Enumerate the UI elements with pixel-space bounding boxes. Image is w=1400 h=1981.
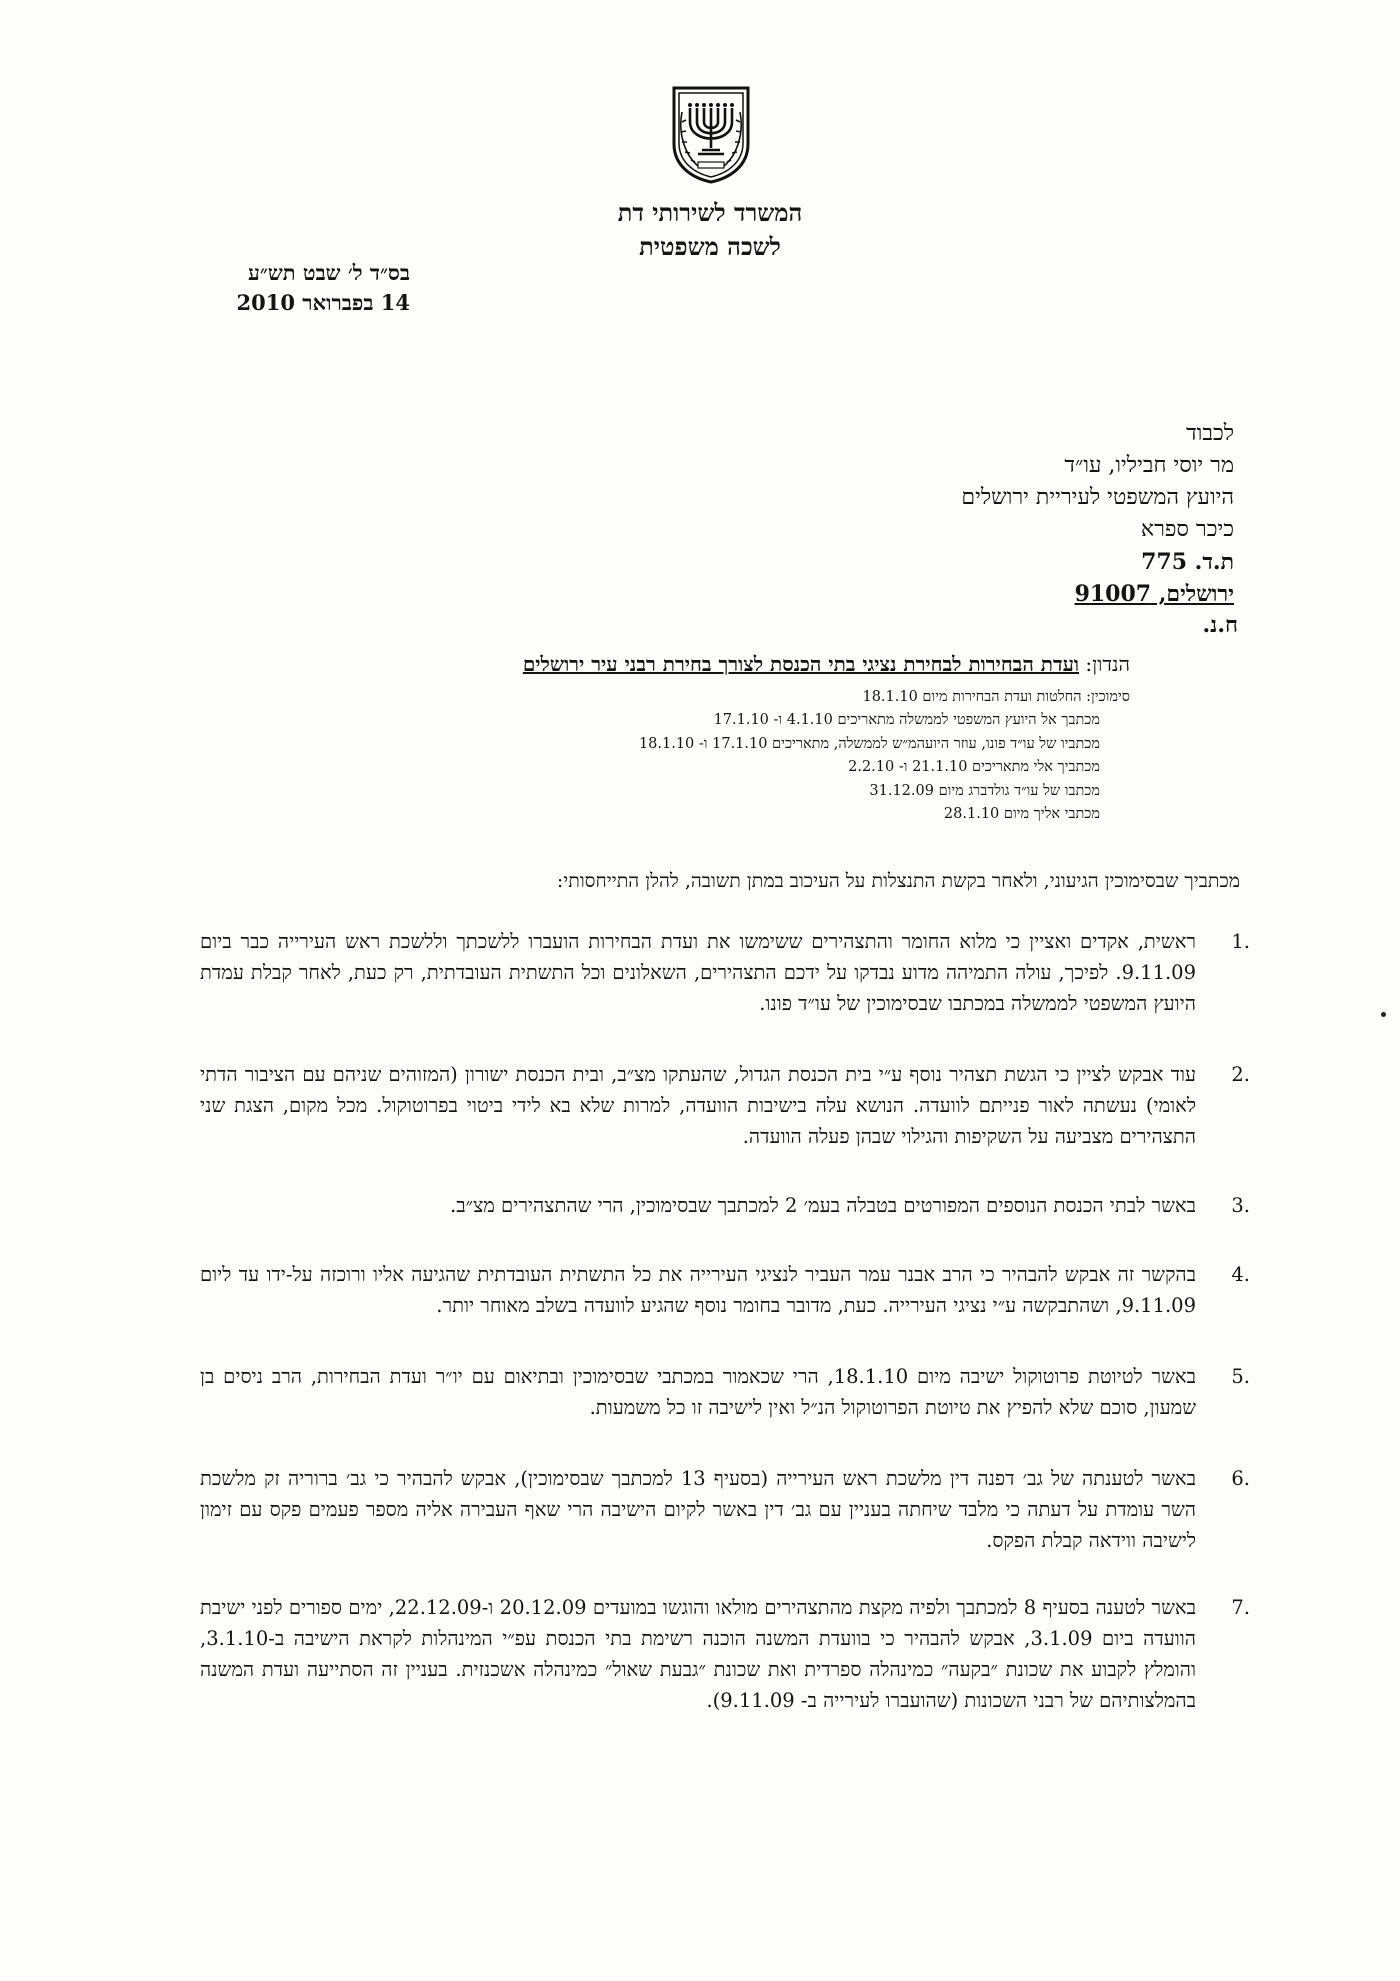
item-text: ראשית, אקדים ואציין כי מלוא החומר והתצהירים ששימשו את ועדת הבחירות הועברו ללשכתך וללשכת ראש העירייה כבר ביום 9.11.09. לפיכך, עולה התמיהה מדוע נבדקו על ידכם התצהירים, השאלונים וכל התשתית העובדתית, רק כעת, לאחר קבלת עמדת היועץ המשפטי לממשלה במכתבו שבסימוכין של עו״ד פונו. <box>200 930 1196 1015</box>
ministry-name: המשרד לשירותי דת <box>617 198 803 227</box>
item-number: .1 <box>1231 930 1250 953</box>
item-number: .6 <box>1231 1467 1250 1490</box>
scan-speck <box>1381 1012 1386 1017</box>
subject-label: הנדון: <box>1085 652 1130 676</box>
reference-item: מכתבך אל היועץ המשפטי לממשלה מתאריכים 4.1.10 ו- 17.1.10 <box>713 712 1100 729</box>
state-emblem-icon <box>668 82 754 184</box>
item-text: עוד אבקש לציין כי הגשת תצהיר נוסף ע״י בית הכנסת הגדול, שהעתקו מצ״ב, ובית הכנסת ישורון (המזוהים שניהם עם הציבור הדתי לאומי) נעשתה לאור פנייתם לוועדה. הנושא עלה בישיבות הוועדה, למרות שלא בא לידי ביטוי בפרוטוקול. מכל מקום, הצגת שני התצהירים מצביעה על השקיפות והגילוי שבהן פעלה הוועדה. <box>200 1063 1196 1148</box>
item-text: בהקשר זה אבקש להבהיר כי הרב אבנר עמר העביר לנציגי העירייה את כל התשתית העובדתית שהגיעה אליו ורוכזה על-ידו עד ליום 9.11.09, ושהתבקשה ע״י נציגי העירייה. כעת, מדובר בחומר נוסף שהגיע לוועדה בשלב מאוחר יותר. <box>200 1263 1196 1317</box>
item-text: באשר לטענה בסעיף 8 למכתבך ולפיה מקצת מהתצהירים מולאו והוגשו במועדים 20.12.09 ו-22.12.09, ימים ספורים לפני ישיבת הוועדה ביום 3.1.09, אבקש להבהיר כי בוועדת המשנה הוכנה רשימת בתי הכנסת עפ״י המינהלות לקראת הישיבה ב-3.1.10, והומלץ לקבוע את שכונת ״בקעה״ כמינהלה ספרדית ואת שכונת ״גבעת שאול״ כמינהלה אשכנזית. בעניין זה הסתייעה ועדת המשנה בהמלצותיהם של רבני השכונות (שהועברו לעירייה ב- 9.11.09). <box>200 1596 1197 1712</box>
greeting: ח.נ. <box>1202 612 1238 638</box>
reference-item: מכתביו של עו״ד פונו, עוזר היועהמ״ש לממשלה, מתאריכים 17.1.10 ו- 18.1.10 <box>638 735 1100 752</box>
item-number: .5 <box>1231 1365 1250 1388</box>
list-item <box>200 1059 1250 1152</box>
list-item <box>200 1463 1250 1556</box>
item-text: באשר לטיוטת פרוטוקול ישיבה מיום 18.1.10, הרי שכאמור במכתבי שבסימוכין ובתיאום עם יו״ר ועדת הבחירות, הרב ניסים בן שמעון, סוכם שלא להפיץ את טיוטת הפרוטוקול הנ״ל ואין לישיבה זו כל משמעות. <box>200 1365 1196 1419</box>
addressee-block <box>714 418 1234 610</box>
item-number: .7 <box>1231 1596 1250 1619</box>
department-name: לשכה משפטית <box>639 232 781 261</box>
list-item <box>200 1259 1250 1321</box>
reference-item: מכתבי אליך מיום 28.1.10 <box>943 806 1100 823</box>
subject-text: ועדת הבחירות לבחירת נציגי בתי הכנסת לצורך בחירת רבני עיר ירושלים <box>522 652 1080 676</box>
list-item <box>200 1592 1250 1716</box>
reference-item: סימוכין: החלטות ועדת הבחירות מיום 18.1.10 <box>862 689 1130 705</box>
reference-item: מכתבו של עו״ד גולדברג מיום 31.12.09 <box>869 782 1100 799</box>
hebrew-date: בס״ד ל׳ שבט תש״ע <box>248 260 410 285</box>
list-item <box>200 926 1250 1019</box>
item-text: באשר לבתי הכנסת הנוספים המפורטים בטבלה בעמ׳ 2 למכתבך שבסימוכין, הרי שהתצהירים מצ״ב. <box>450 1194 1196 1217</box>
numbered-items <box>200 926 1250 1716</box>
addressee-street: כיכר ספרא <box>1140 517 1234 542</box>
list-item <box>200 1361 1250 1423</box>
list-item <box>200 1190 1250 1221</box>
addressee-pobox: ת.ד. 775 <box>1141 549 1234 575</box>
addressee-name: מר יוסי חביליו, עו״ד <box>1064 453 1234 478</box>
intro-paragraph: מכתביך שבסימוכין הגיעוני, ולאחר בקשת התנצלות על העיכוב במתן תשובה, להלן התייחסותי: <box>556 870 1240 892</box>
references-list <box>370 686 1130 826</box>
addressee-title: היועץ המשפטי לעיריית ירושלים <box>961 485 1234 510</box>
item-number: .3 <box>1231 1194 1250 1217</box>
subject-line <box>250 650 1130 678</box>
salutation: לכבוד <box>1186 421 1234 446</box>
date-block <box>160 258 410 318</box>
addressee-city: ירושלים, 91007 <box>1074 581 1234 607</box>
reference-item: מכתביך אלי מתאריכים 21.1.10 ו- 2.2.10 <box>848 759 1100 776</box>
item-number: .2 <box>1231 1063 1250 1086</box>
item-text: באשר לטענתה של גב׳ דפנה דין מלשכת ראש העירייה (בסעיף 13 למכתבך שבסימוכין), אבקש להבהיר כי גב׳ ברוריה זק מלשכת השר עומדת על דעתה כי מלבד שיחתה בעניין עם גב׳ דין באשר לקיום הישיבה הרי שאף העבירה אליה מספר פעמים פקס עם זימון לישיבה ווידאה קבלת הפקס. <box>200 1467 1196 1552</box>
letterhead <box>560 196 860 264</box>
item-number: .4 <box>1231 1263 1250 1286</box>
gregorian-date: 14 בפברואר 2010 <box>236 290 410 315</box>
